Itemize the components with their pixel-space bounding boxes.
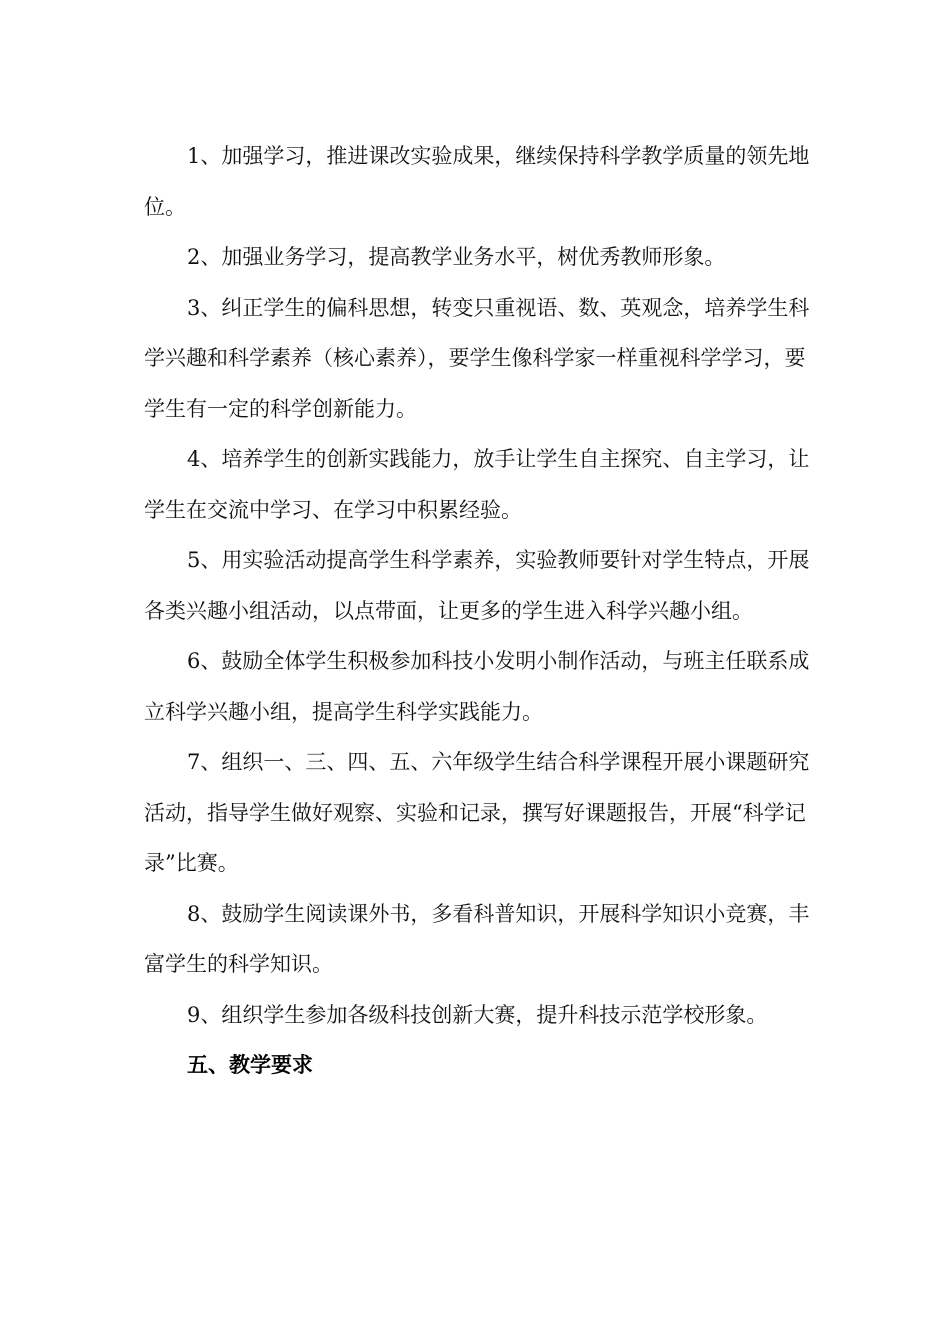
paragraph-item-7: 7、组织一、三、四、五、六年级学生结合科学课程开展小课题研究活动，指导学生做好观察、实验和记录，撰写好课题报告，开展“科学记录”比赛。 xyxy=(144,750,810,875)
paragraph-item-1: 1、加强学习，推进课改实验成果，继续保持科学教学质量的领先地位。 xyxy=(144,144,810,219)
paragraph-item-3: 3、纠正学生的偏科思想，转变只重视语、数、英观念，培养学生科学兴趣和科学素养（核心素养），要学生像科学家一样重视科学学习，要学生有一定的科学创新能力。 xyxy=(144,295,810,421)
document-body xyxy=(144,131,824,1091)
paragraph-item-5: 5、用实验活动提高学生科学素养，实验教师要针对学生特点，开展各类兴趣小组活动，以点带面，让更多的学生进入科学兴趣小组。 xyxy=(144,548,810,623)
paragraph-item-2: 2、加强业务学习，提高教学业务水平，树优秀教师形象。 xyxy=(187,245,726,269)
paragraph-item-8: 8、鼓励学生阅读课外书，多看科普知识，开展科学知识小竞赛，丰富学生的科学知识。 xyxy=(144,901,810,976)
paragraph-item-9: 9、组织学生参加各级科技创新大赛，提升科技示范学校形象。 xyxy=(187,1002,768,1027)
section-heading: 五、教学要求 xyxy=(187,1053,313,1077)
paragraph-item-4: 4、培养学生的创新实践能力，放手让学生自主探究、自主学习，让学生在交流中学习、在学习中积累经验。 xyxy=(144,447,810,522)
paragraph-item-6: 6、鼓励全体学生积极参加科技小发明小制作活动，与班主任联系成立科学兴趣小组，提高学生科学实践能力。 xyxy=(144,649,810,724)
